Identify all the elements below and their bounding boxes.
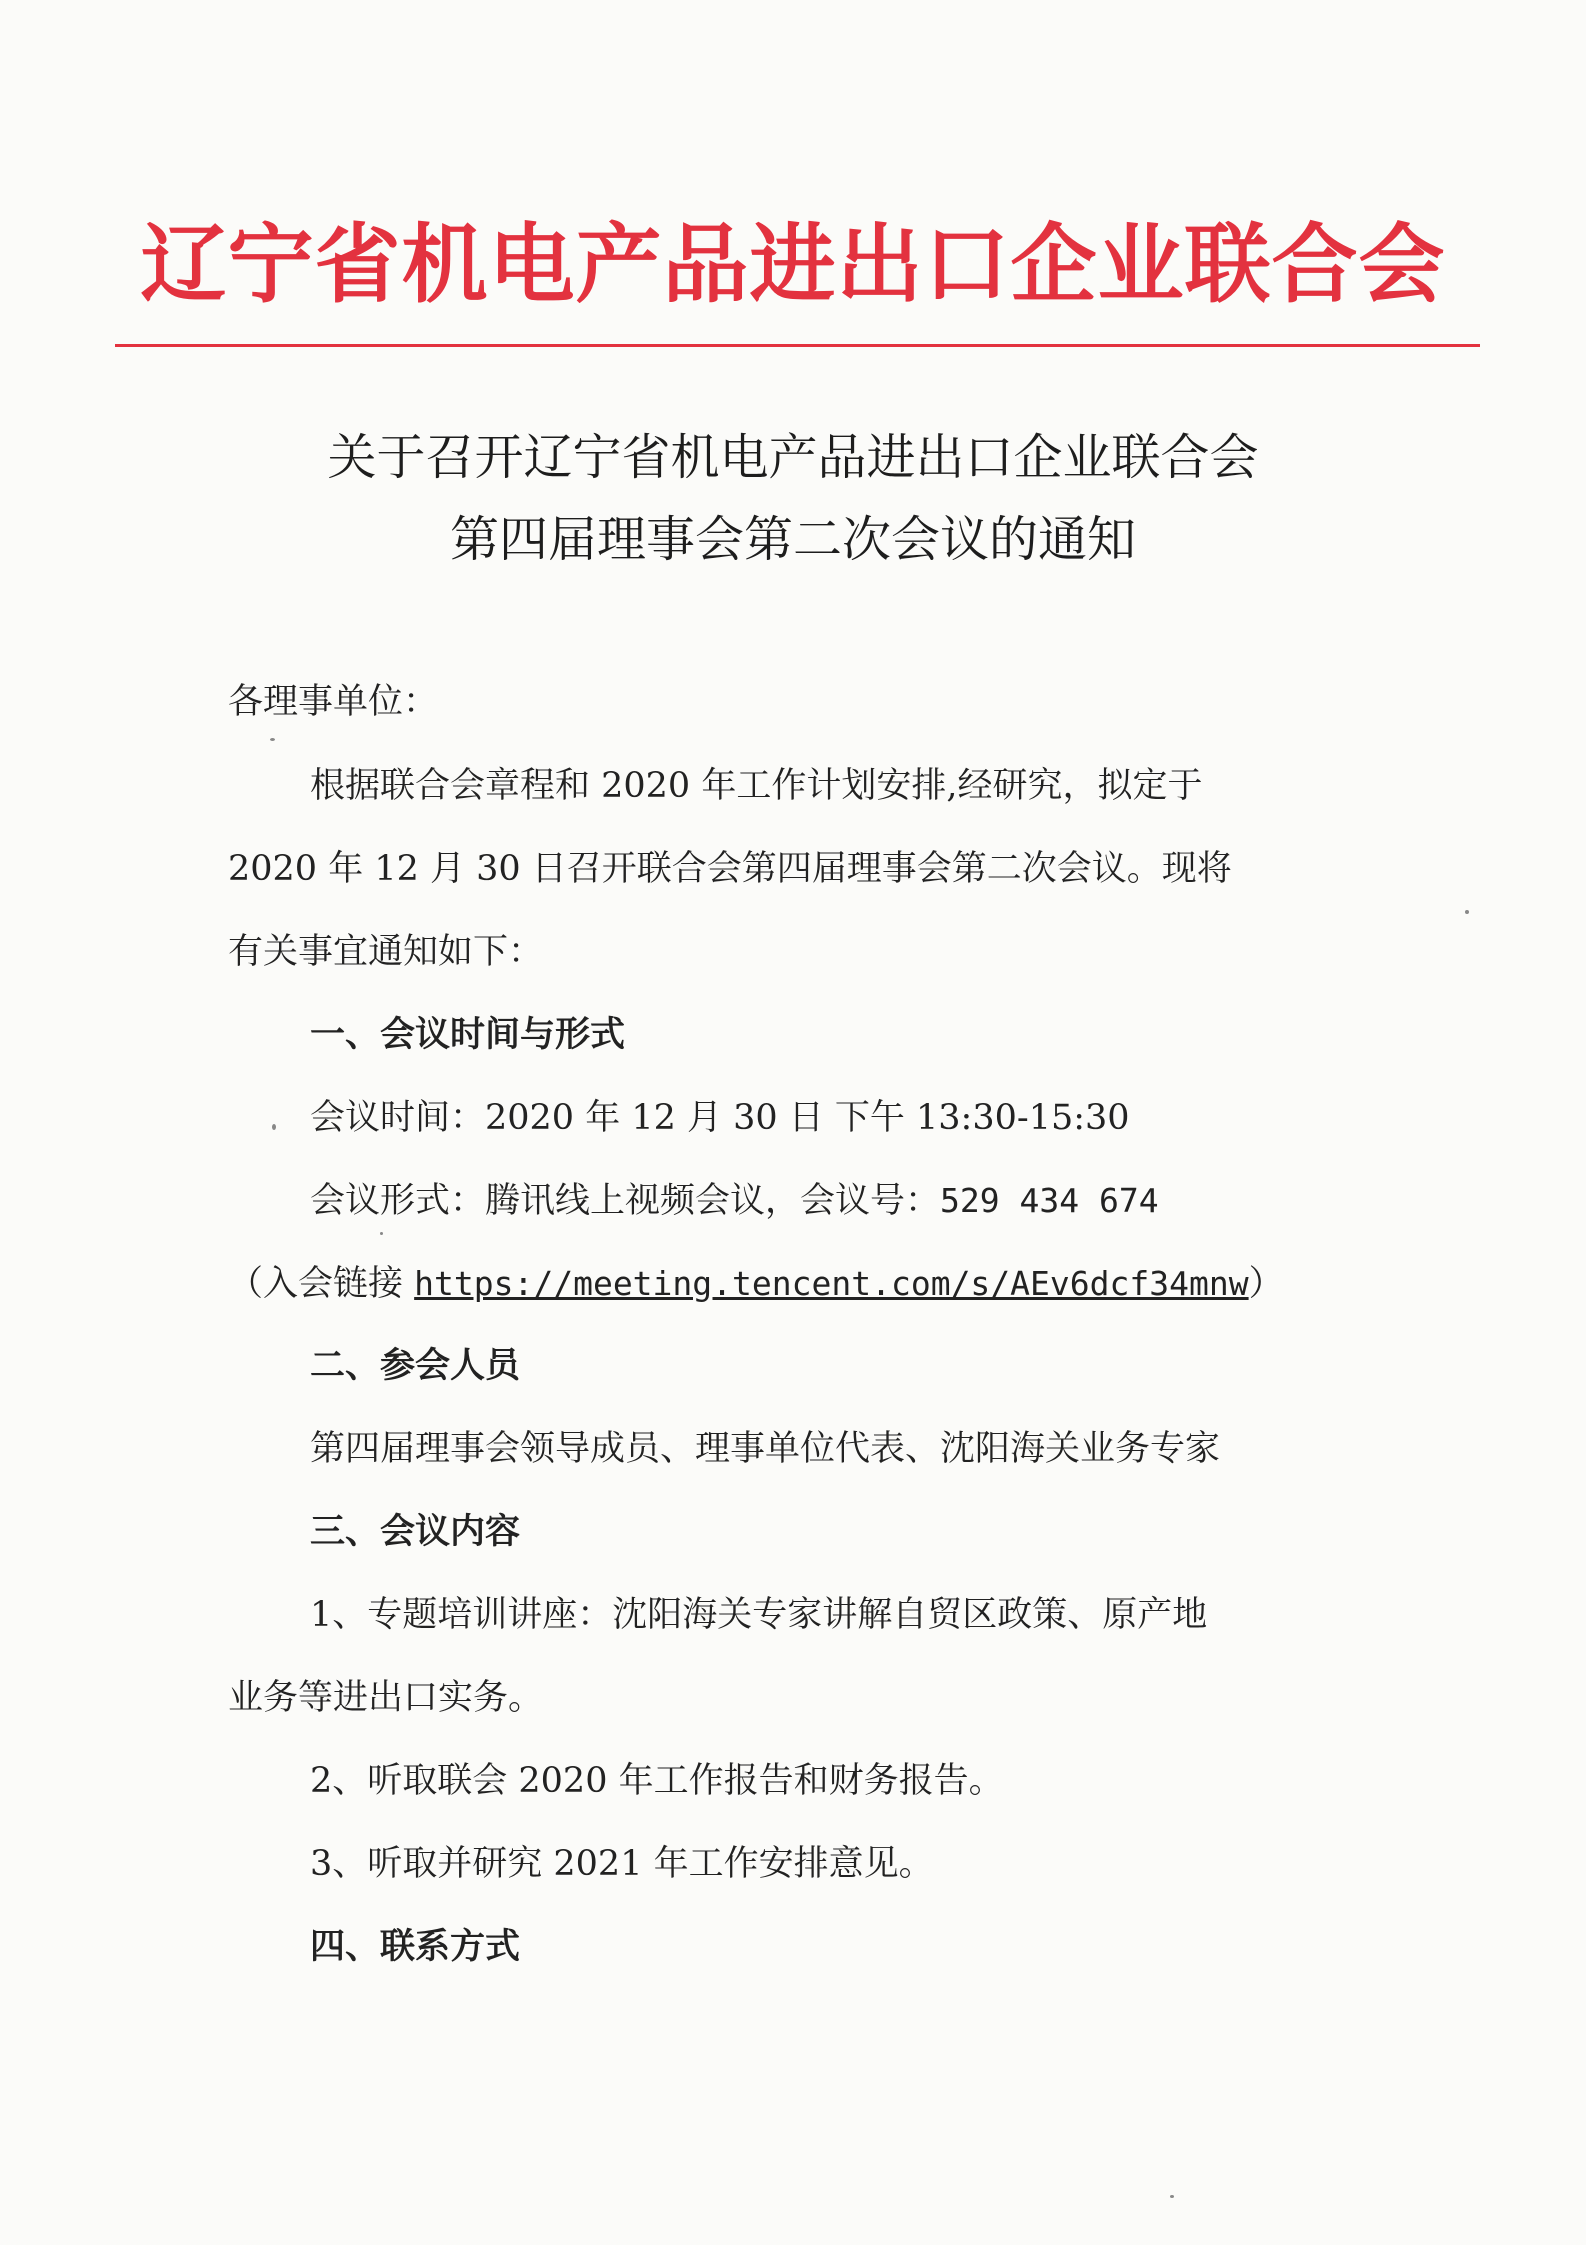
- letterhead-divider: [115, 344, 1480, 347]
- notice-title-line-2: 第四届理事会第二次会议的通知: [449, 511, 1136, 568]
- meeting-link-prefix: （入会链接: [228, 1264, 415, 1304]
- section-4-heading: 四、联系方式: [310, 1927, 521, 1967]
- letterhead-org-name: 辽宁省机电产品进出口企业联合会: [140, 215, 1446, 315]
- meeting-format-label: 会议形式：腾讯线上视频会议，会议号：: [310, 1181, 941, 1221]
- intro-line-1: 根据联合会章程和 2020 年工作计划安排,经研究，拟定于: [310, 766, 1203, 806]
- meeting-link[interactable]: https://meeting.tencent.com/s/AEv6dcf34mnw: [414, 1264, 1249, 1303]
- agenda-item-2: 2、听取联会 2020 年工作报告和财务报告。: [310, 1761, 1004, 1801]
- meeting-id: 529 434 674: [940, 1181, 1159, 1220]
- agenda-item-3: 3、听取并研究 2021 年工作安排意见。: [310, 1844, 934, 1884]
- scan-speck: [1465, 910, 1469, 914]
- notice-title-line-1: 关于召开辽宁省机电产品进出口企业联合会: [327, 429, 1259, 486]
- meeting-format: [310, 1175, 1159, 1227]
- scan-speck: [272, 1124, 276, 1130]
- section-2-heading: 二、参会人员: [310, 1346, 521, 1386]
- scan-speck: [380, 1232, 383, 1235]
- intro-line-3: 有关事宜通知如下：: [228, 932, 544, 972]
- meeting-link-line: [228, 1258, 1284, 1310]
- agenda-item-1-line-1: 1、专题培训讲座：沈阳海关专家讲解自贸区政策、原产地: [310, 1595, 1208, 1635]
- scan-speck: [1170, 2195, 1174, 2198]
- attendees-text: 第四届理事会领导成员、理事单位代表、沈阳海关业务专家: [310, 1429, 1221, 1469]
- salutation: 各理事单位：: [228, 682, 439, 722]
- meeting-link-suffix: ）: [1248, 1264, 1284, 1304]
- meeting-time: 会议时间：2020 年 12 月 30 日 下午 13:30-15:30: [310, 1098, 1130, 1138]
- scan-speck: [270, 738, 275, 741]
- section-3-heading: 三、会议内容: [310, 1512, 521, 1552]
- intro-line-2: 2020 年 12 月 30 日召开联合会第四届理事会第二次会议。现将: [228, 849, 1232, 889]
- agenda-item-1-line-2: 业务等进出口实务。: [228, 1678, 544, 1718]
- section-1-heading: 一、会议时间与形式: [310, 1015, 626, 1055]
